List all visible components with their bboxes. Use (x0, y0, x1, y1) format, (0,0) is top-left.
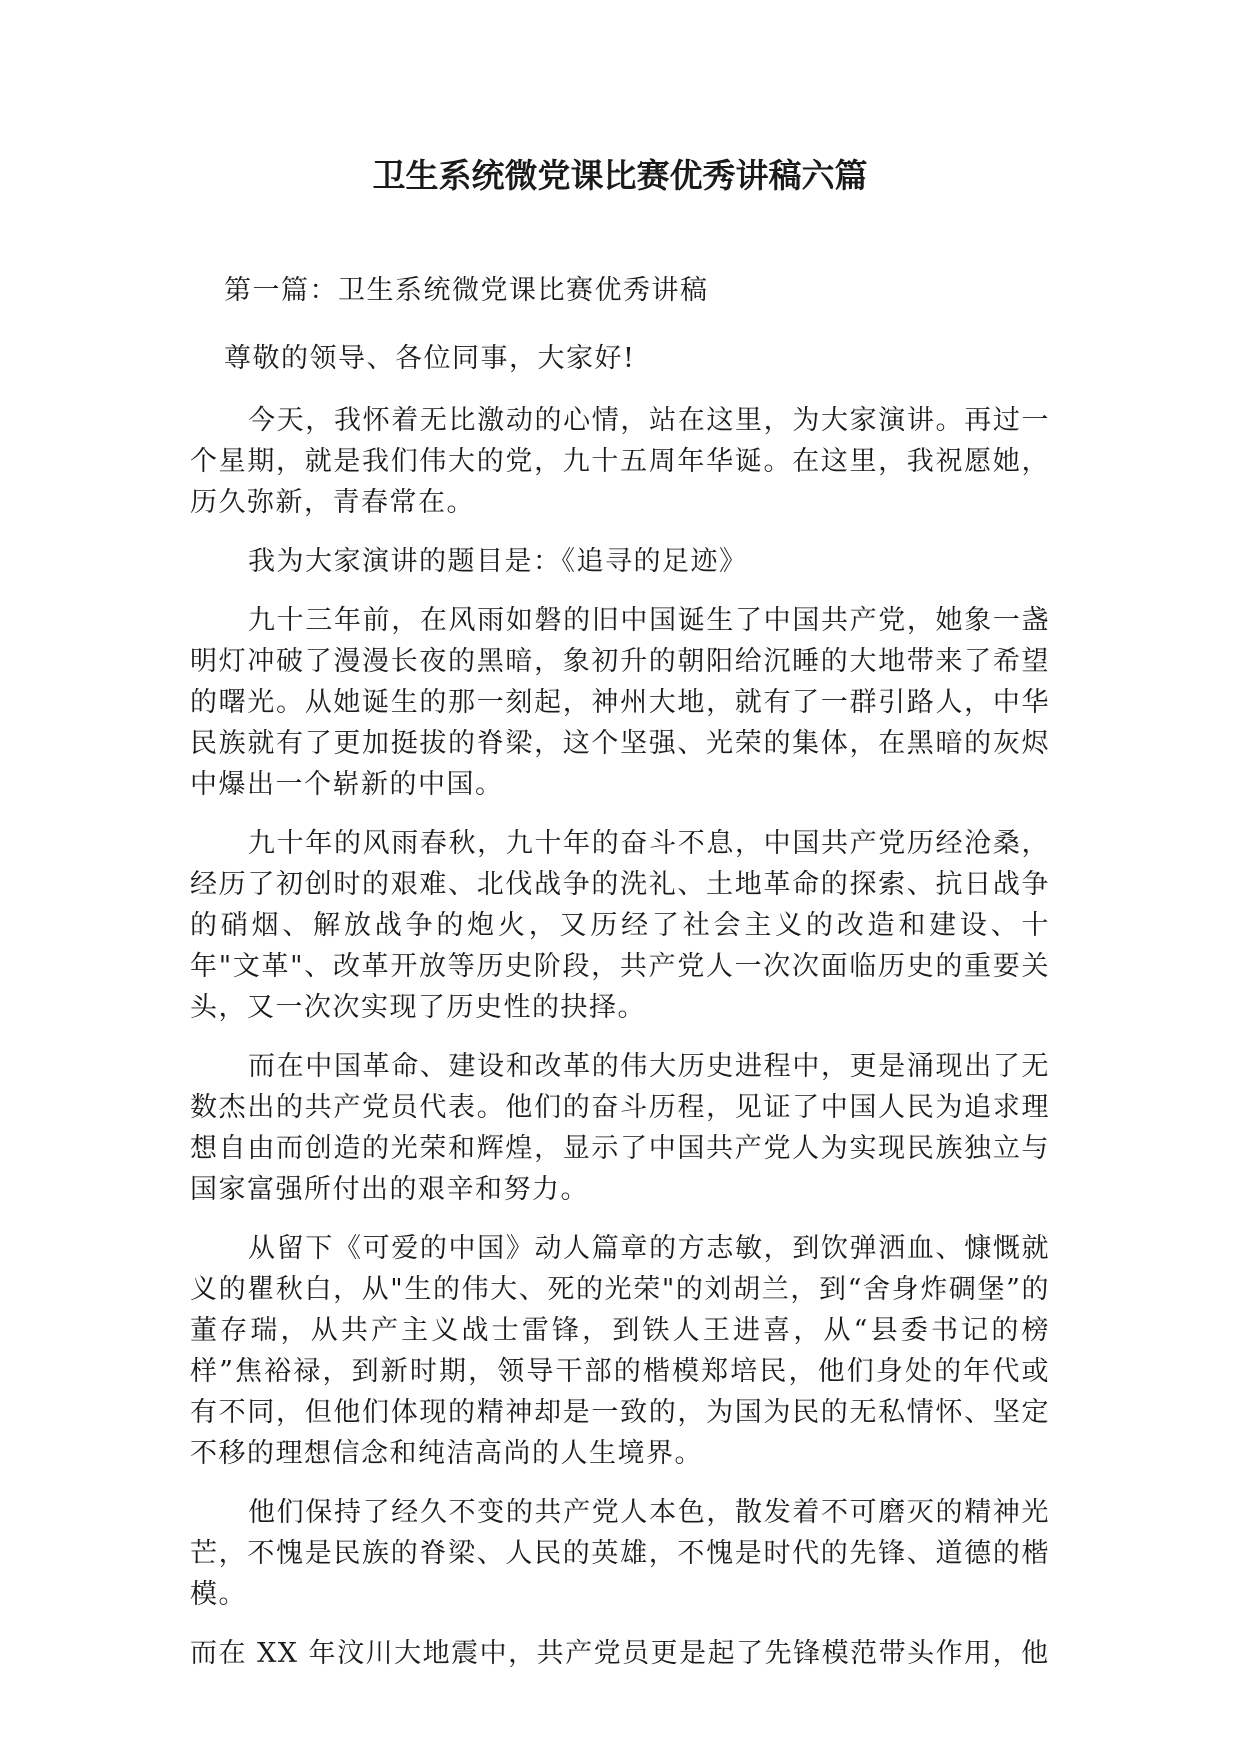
section-heading: 第一篇：卫生系统微党课比赛优秀讲稿 (224, 275, 709, 306)
paragraph-4: 九十年的风雨春秋，九十年的奋斗不息，中国共产党历经沧桑，经历了初创时的艰难、北伐战争的洗礼、土地革命的探索、抗日战争的硝烟、解放战争的炮火，又历经了社会主义的改造和建设、十年"文革"、改革开放等历史阶段，共产党人一次次面临历史的重要关头，又一次次实现了历史性的抉择。 (190, 828, 1050, 1023)
paragraph-6: 从留下《可爱的中国》动人篇章的方志敏，到饮弹洒血、慷慨就义的瞿秋白，从"生的伟大、死的光荣"的刘胡兰，到“舍身炸碉堡”的董存瑞，从共产主义战士雷锋，到铁人王进喜，从“县委书记的榜样”焦裕禄，到新时期，领导干部的楷模郑培民，他们身处的年代或有不同，但他们体现的精神却是一致的，为国为民的无私情怀、坚定不移的理想信念和纯洁高尚的人生境界。 (190, 1233, 1050, 1469)
paragraph-2: 我为大家演讲的题目是：《追寻的足迹》 (248, 546, 748, 577)
paragraph-7: 他们保持了经久不变的共产党人本色，散发着不可磨灭的精神光芒，不愧是民族的脊梁、人民的英雄，不愧是时代的先锋、道德的楷模。 (190, 1497, 1050, 1610)
document-title: 卫生系统微党课比赛优秀讲稿六篇 (372, 156, 868, 195)
paragraph-1: 今天，我怀着无比激动的心情，站在这里，为大家演讲。再过一个星期，就是我们伟大的党，九十五周年华诞。在这里，我祝愿她，历久弥新，青春常在。 (190, 405, 1050, 518)
paragraph-5: 而在中国革命、建设和改革的伟大历史进程中，更是涌现出了无数杰出的共产党员代表。他们的奋斗历程，见证了中国人民为追求理想自由而创造的光荣和辉煌，显示了中国共产党人为实现民族独立与国家富强所付出的艰辛和努力。 (190, 1051, 1050, 1205)
document-body (190, 270, 1050, 1692)
paragraph-3: 九十三年前，在风雨如磐的旧中国诞生了中国共产党，她象一盏明灯冲破了漫漫长夜的黑暗，象初升的朝阳给沉睡的大地带来了希望的曙光。从她诞生的那一刻起，神州大地，就有了一群引路人，中华民族就有了更加挺拔的脊梁，这个坚强、光荣的集体，在黑暗的灰烬中爆出一个崭新的中国。 (190, 605, 1050, 800)
greeting-line: 尊敬的领导、各位同事，大家好! (224, 343, 636, 374)
paragraph-8: 而在 XX 年汶川大地震中，共产党员更是起了先锋模范带头作用，他 (190, 1638, 1050, 1669)
